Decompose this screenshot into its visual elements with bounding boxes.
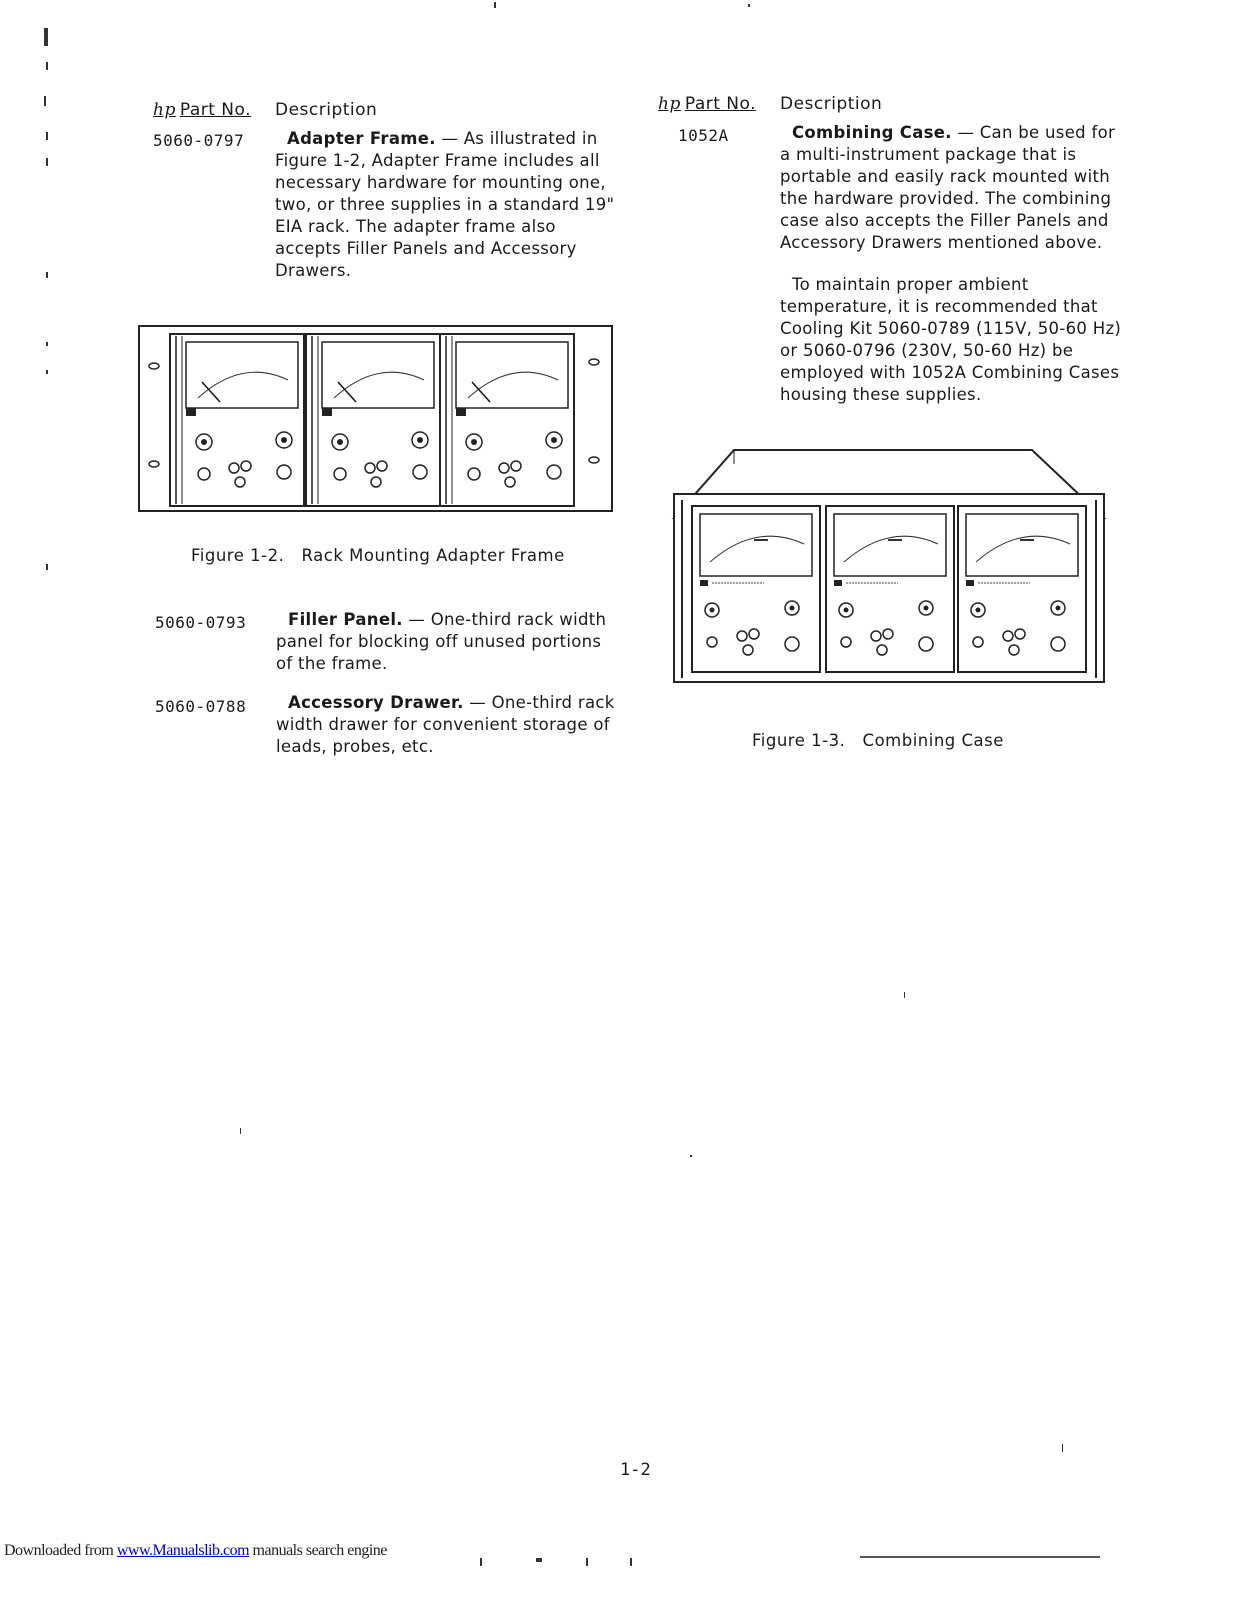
supply-panel — [692, 506, 820, 672]
entry-text: — Can be used for a multi-instrument package that is portable and easily rack mounted with the hardware provided. The combining case also accepts the Filler Panels and Accessory Drawers mentioned above. — [780, 123, 1116, 252]
entry-description — [276, 609, 621, 675]
manualslib-link[interactable]: www.Manualslib.com — [116, 1542, 250, 1559]
hp-logo-icon: hp — [153, 100, 176, 120]
entry-description — [275, 128, 615, 282]
right-column-header — [658, 94, 918, 114]
part-no-heading: Part No. — [179, 100, 252, 120]
part-number: 5060-0793 — [155, 613, 247, 632]
description-heading: Description — [275, 100, 378, 120]
entry-paragraph: To maintain proper ambient temperature, it is recommended that Cooling Kit 5060-0789 (115V, 50-60 Hz) or 5060-0796 (230V, 50-60 Hz) be employed with 1052A Combining Cases housing these supplies. — [780, 275, 1122, 404]
entry-text: — One-third rack width drawer for convenient storage of leads, probes, etc. — [276, 693, 615, 756]
supply-panel — [170, 334, 304, 506]
combining-case-figure — [668, 444, 1108, 692]
entry-term: Accessory Drawer. — [288, 693, 464, 712]
figure-1-3-caption: Figure 1-3. Combining Case — [752, 731, 1004, 750]
entry-text: — One-third rack width panel for blocking off unused portions of the frame. — [276, 610, 607, 673]
part-number: 1052A — [678, 126, 729, 145]
entry-term: Filler Panel. — [288, 610, 403, 629]
entry-text: — As illustrated in Figure 1-2, Adapter Frame includes all necessary hardware for mounting one, two, or three supplies in a standard 19" EIA rack. The adapter frame also accepts Filler Panels and Accessory Drawers. — [275, 129, 615, 280]
left-column-header — [153, 100, 413, 120]
footer-prefix: Downloaded from — [4, 1542, 117, 1559]
part-no-heading: Part No. — [684, 94, 757, 114]
description-heading: Description — [780, 94, 883, 114]
entry-description — [276, 692, 621, 758]
hp-logo-icon: hp — [658, 94, 681, 114]
download-footer — [4, 1542, 387, 1560]
entry-description — [780, 122, 1125, 254]
footer-suffix: manuals search engine — [249, 1542, 387, 1559]
part-number: 5060-0788 — [155, 697, 247, 716]
entry-term: Combining Case. — [792, 123, 952, 142]
page-number: 1-2 — [620, 1460, 651, 1480]
figure-1-2-caption: Figure 1-2. Rack Mounting Adapter Frame — [191, 546, 565, 565]
part-number: 5060-0797 — [153, 131, 245, 150]
rack-adapter-frame-figure — [138, 322, 614, 514]
entry-term: Adapter Frame. — [287, 129, 436, 148]
